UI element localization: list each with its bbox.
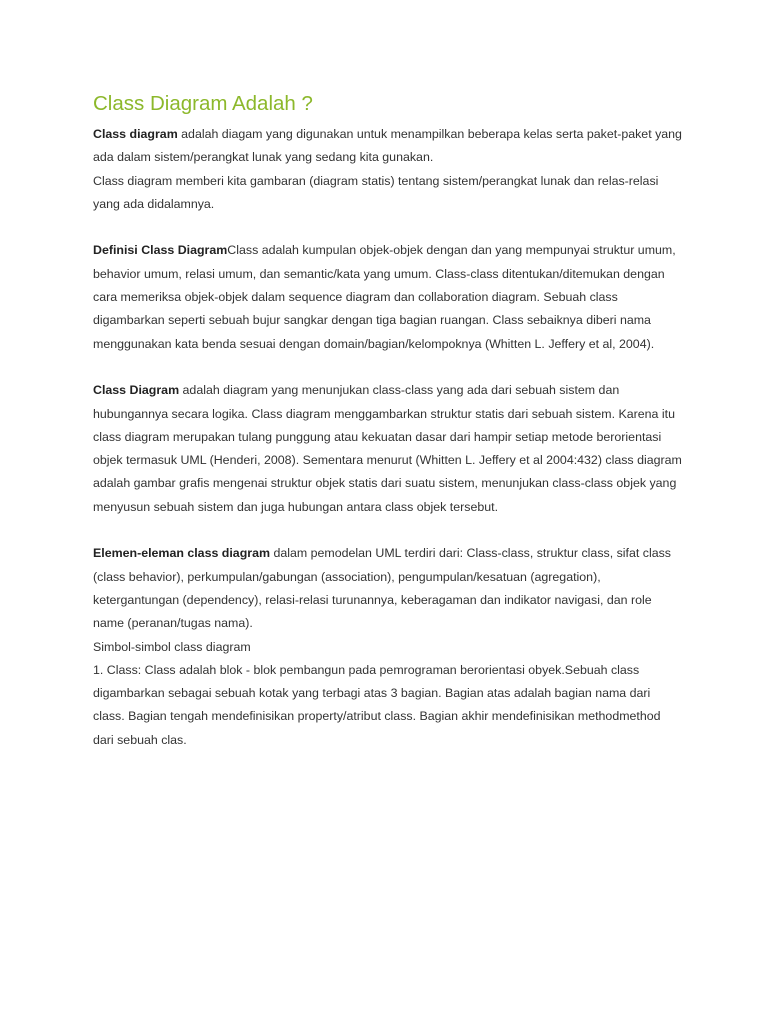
paragraph-definition [93,239,683,355]
paragraph-text: adalah diagam yang digunakan untuk menampilkan beberapa kelas serta paket-paket yang ada dalam sistem/perangkat lunak yang sedang kita gunakan. [93,127,682,165]
term-elemen-class-diagram: Elemen-eleman class diagram [93,546,270,561]
spacer [93,519,683,542]
paragraph-text: dalam pemodelan UML terdiri dari: Class-class, struktur class, sifat class (class behavior), perkumpulan/gabungan (association), pengumpulan/kesatuan (agregation), ketergantungan (dependency), relasi-relasi turunannya, keberagaman dan indikator navigasi, dan role name (peranan/tugas nama). [93,546,671,631]
page-title: Class Diagram Adalah ? [93,92,313,115]
spacer [93,356,683,379]
paragraph-symbols-heading [93,636,683,659]
spacer [93,216,683,239]
paragraph-text: Class diagram memberi kita gambaran (diagram statis) tentang sistem/perangkat lunak dan relas-relasi yang ada didalamnya. [93,173,659,211]
term-definisi-class-diagram: Definisi Class Diagram [93,243,228,258]
paragraph-text: 1. Class: Class adalah blok - blok pembangun pada pemrograman berorientasi obyek.Sebuah class digambarkan sebagai sebuah kotak yang terbagi atas 3 bagian. Bagian atas adalah bagian nama dari class. Bagian tengah mendefinisikan property/atribut class. Bagian akhir mendefinisikan methodmethod dari sebuah clas. [93,662,661,747]
document-body [93,90,683,752]
paragraph-elements [93,542,683,635]
paragraph-class-diagram-overview [93,170,683,217]
paragraph-symbol-class [93,659,683,752]
term-class-diagram: Class Diagram [93,383,180,398]
paragraph-text: Class adalah kumpulan objek-objek dengan dan yang mempunyai struktur umum, behavior umum, relasi umum, dan semantic/kata yang umum. Class-class ditentukan/ditemukan dengan cara memeriksa objek-objek dalam sequence diagram dan collaboration diagram. Sebuah class digambarkan seperti sebuah bujur sangkar dengan tiga bagian ruangan. Class sebaiknya diberi nama menggunakan kata benda sesuai dengan domain/bagian/kelompoknya (Whitten L. Jeffery et al, 2004). [93,243,676,351]
paragraph-text: adalah diagram yang menunjukan class-class yang ada dari sebuah sistem dan hubungannya secara logika. Class diagram menggambarkan struktur statis dari sebuah sistem. Karena itu class diagram merupakan tulang punggung atau kekuatan dasar dari hampir setiap metode berorientasi objek termasuk UML (Henderi, 2008). Sementara menurut (Whitten L. Jeffery et al 2004:432) class diagram adalah gambar grafis mengenai struktur objek statis dari suatu sistem, menunjukan class-class objek yang menyusun sebuah sistem dan juga hubungan antara class objek tersebut. [93,383,682,514]
paragraph-class-diagram-explanation [93,379,683,519]
paragraph-text: Simbol-simbol class diagram [93,639,251,654]
term-class-diagram: Class diagram [93,127,178,141]
paragraph-class-diagram-intro [93,123,683,170]
